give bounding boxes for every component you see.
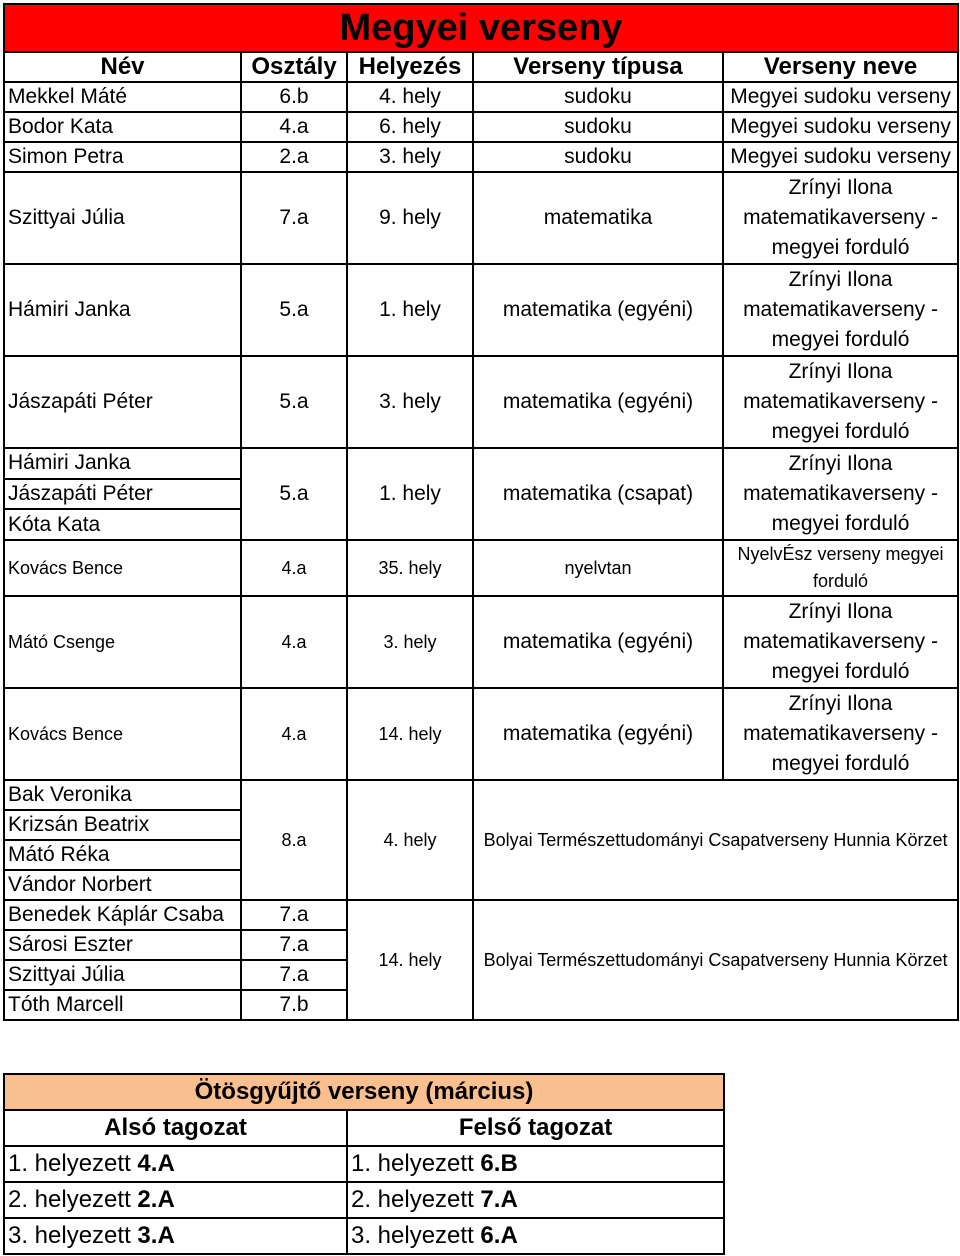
cell-class: 7.a xyxy=(241,930,347,960)
cell-event: Zrínyi Ilona matematikaverseny - megyei forduló xyxy=(723,596,958,688)
cell-event: Bolyai Természettudományi Csapatverseny Hunnia Körzet xyxy=(473,900,958,1020)
cell-class: 6.b xyxy=(241,82,347,112)
cell-class: 8.a xyxy=(241,780,347,900)
cell-name: Hámiri Janka xyxy=(4,264,241,356)
cell-class: 4.a xyxy=(241,540,347,596)
lower-rank-cell xyxy=(4,1218,347,1254)
table-row xyxy=(4,780,958,810)
cell-event: Bolyai Természettudományi Csapatverseny Hunnia Körzet xyxy=(473,780,958,900)
cell-name: Kóta Kata xyxy=(4,509,241,540)
rank-class: 7.A xyxy=(480,1186,518,1213)
rank-label: 2. helyezett xyxy=(351,1186,474,1213)
cell-type: sudoku xyxy=(473,82,723,112)
upper-rank-cell xyxy=(347,1146,724,1182)
cell-name: Bak Veronika xyxy=(4,780,241,810)
table-row xyxy=(4,112,958,142)
header-name: Név xyxy=(4,52,241,82)
rank-class: 3.A xyxy=(137,1222,175,1249)
cell-place: 3. hely xyxy=(347,356,473,448)
table-row xyxy=(4,900,958,930)
rank-class: 2.A xyxy=(137,1186,175,1213)
rank-label: 1. helyezett xyxy=(351,1150,474,1177)
cell-name: Szittyai Júlia xyxy=(4,960,241,990)
cell-place: 14. hely xyxy=(347,688,473,780)
cell-class: 4.a xyxy=(241,112,347,142)
cell-name: Szittyai Júlia xyxy=(4,172,241,264)
county-competition-table xyxy=(3,3,959,1021)
cell-event: Zrínyi Ilona matematikaverseny - megyei forduló xyxy=(723,264,958,356)
cell-name: Jászapáti Péter xyxy=(4,356,241,448)
cell-type: matematika (egyéni) xyxy=(473,356,723,448)
header-class: Osztály xyxy=(241,52,347,82)
cell-place: 1. hely xyxy=(347,264,473,356)
cell-name: Kovács Bence xyxy=(4,540,241,596)
cell-name: Kovács Bence xyxy=(4,688,241,780)
five-collector-table xyxy=(3,1073,725,1255)
cell-event: Zrínyi Ilona matematikaverseny - megyei forduló xyxy=(723,172,958,264)
cell-event: Zrínyi Ilona matematikaverseny - megyei forduló xyxy=(723,688,958,780)
cell-name: Vándor Norbert xyxy=(4,870,241,900)
table-row xyxy=(4,1218,724,1254)
lower-rank-cell xyxy=(4,1182,347,1218)
cell-name: Sárosi Eszter xyxy=(4,930,241,960)
cell-name: Benedek Káplár Csaba xyxy=(4,900,241,930)
table-row xyxy=(4,1182,724,1218)
cell-name: Hámiri Janka xyxy=(4,448,241,479)
table-row xyxy=(4,82,958,112)
upper-rank-cell xyxy=(347,1218,724,1254)
cell-place: 4. hely xyxy=(347,780,473,900)
table-title: Megyei verseny xyxy=(4,4,958,52)
cell-class: 7.a xyxy=(241,172,347,264)
cell-place: 4. hely xyxy=(347,82,473,112)
rank-label: 1. helyezett xyxy=(8,1150,131,1177)
cell-event: NyelvÉsz verseny megyei forduló xyxy=(723,540,958,596)
rank-class: 4.A xyxy=(137,1150,175,1177)
cell-type: matematika (egyéni) xyxy=(473,688,723,780)
lower-rank-cell xyxy=(4,1146,347,1182)
cell-name: Mekkel Máté xyxy=(4,82,241,112)
cell-type: matematika (egyéni) xyxy=(473,264,723,356)
header-lower-grades: Alsó tagozat xyxy=(4,1110,347,1146)
upper-rank-cell xyxy=(347,1182,724,1218)
rank-class: 6.B xyxy=(480,1150,518,1177)
cell-type: sudoku xyxy=(473,112,723,142)
header-upper-grades: Felső tagozat xyxy=(347,1110,724,1146)
cell-type: matematika (egyéni) xyxy=(473,596,723,688)
table-row xyxy=(4,142,958,172)
table-row xyxy=(4,356,958,448)
cell-class: 2.a xyxy=(241,142,347,172)
cell-event: Megyei sudoku verseny xyxy=(723,82,958,112)
cell-class: 5.a xyxy=(241,264,347,356)
cell-place: 1. hely xyxy=(347,448,473,540)
cell-name: Krizsán Beatrix xyxy=(4,810,241,840)
cell-class: 7.a xyxy=(241,900,347,930)
table-row xyxy=(4,448,958,479)
cell-type: nyelvtan xyxy=(473,540,723,596)
cell-event: Megyei sudoku verseny xyxy=(723,142,958,172)
cell-name: Jászapáti Péter xyxy=(4,479,241,510)
header-event: Verseny neve xyxy=(723,52,958,82)
table-row xyxy=(4,688,958,780)
cell-name: Bodor Kata xyxy=(4,112,241,142)
cell-class: 7.b xyxy=(241,990,347,1020)
cell-event: Zrínyi Ilona matematikaverseny - megyei forduló xyxy=(723,356,958,448)
cell-class: 4.a xyxy=(241,596,347,688)
table-row xyxy=(4,596,958,688)
cell-type: sudoku xyxy=(473,142,723,172)
rank-label: 2. helyezett xyxy=(8,1186,131,1213)
table-row xyxy=(4,1146,724,1182)
rank-class: 6.A xyxy=(480,1222,518,1249)
cell-name: Tóth Marcell xyxy=(4,990,241,1020)
table-row xyxy=(4,264,958,356)
cell-event: Megyei sudoku verseny xyxy=(723,112,958,142)
rank-label: 3. helyezett xyxy=(8,1222,131,1249)
cell-place: 3. hely xyxy=(347,142,473,172)
cell-place: 14. hely xyxy=(347,900,473,1020)
cell-class: 7.a xyxy=(241,960,347,990)
header-place: Helyezés xyxy=(347,52,473,82)
cell-place: 9. hely xyxy=(347,172,473,264)
header-type: Verseny típusa xyxy=(473,52,723,82)
cell-name: Mátó Csenge xyxy=(4,596,241,688)
cell-type: matematika xyxy=(473,172,723,264)
cell-name: Mátó Réka xyxy=(4,840,241,870)
cell-class: 5.a xyxy=(241,448,347,540)
table-row xyxy=(4,540,958,596)
cell-event: Zrínyi Ilona matematikaverseny - megyei forduló xyxy=(723,448,958,540)
cell-type: matematika (csapat) xyxy=(473,448,723,540)
cell-place: 3. hely xyxy=(347,596,473,688)
cell-place: 35. hely xyxy=(347,540,473,596)
five-title: Ötösgyűjtő verseny (március) xyxy=(4,1074,724,1110)
rank-label: 3. helyezett xyxy=(351,1222,474,1249)
cell-name: Simon Petra xyxy=(4,142,241,172)
cell-class: 4.a xyxy=(241,688,347,780)
table-row xyxy=(4,172,958,264)
cell-place: 6. hely xyxy=(347,112,473,142)
cell-class: 5.a xyxy=(241,356,347,448)
